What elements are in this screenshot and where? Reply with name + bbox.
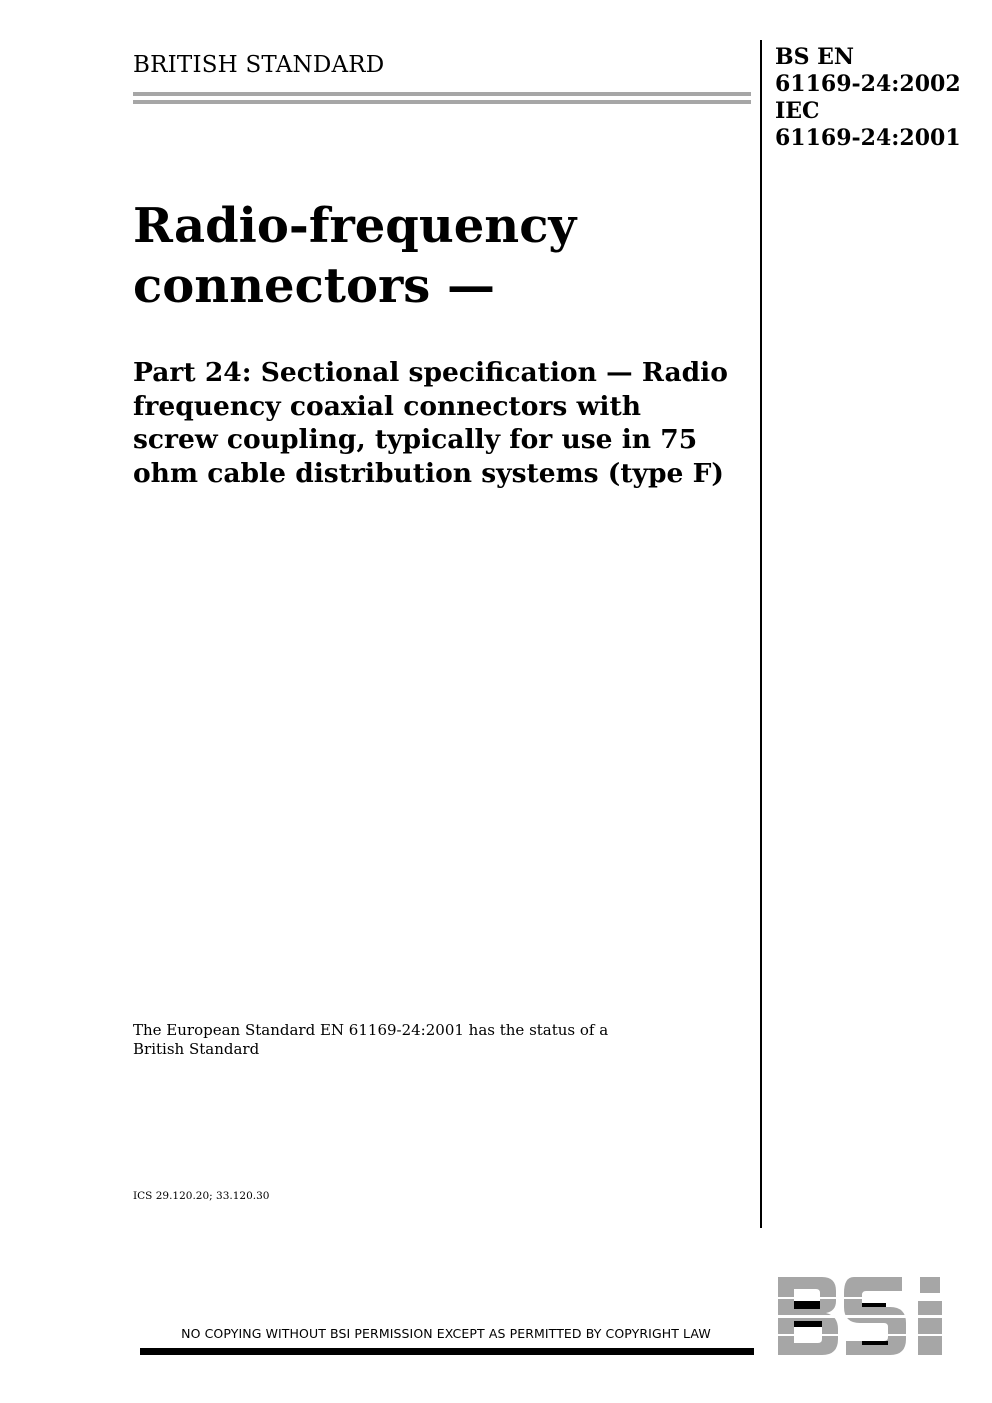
standard-type-label: BRITISH STANDARD (133, 52, 385, 78)
doc-id-line: 61169-24:2001 (775, 125, 961, 151)
document-identifiers (775, 44, 975, 152)
subtitle-line: screw coupling, typically for use in 75 (133, 424, 698, 455)
document-subtitle (133, 356, 758, 490)
status-statement (133, 1021, 733, 1059)
footer-rule (140, 1348, 754, 1355)
subtitle-line: frequency coaxial connectors with (133, 390, 641, 422)
header-rule-bottom (133, 100, 751, 104)
document-title (133, 196, 753, 316)
status-line: The European Standard EN 61169-24:2001 has the status of a (133, 1021, 609, 1039)
title-line: connectors — (133, 258, 496, 314)
bsi-logo (778, 1277, 956, 1355)
column-divider (760, 40, 762, 1228)
doc-id-line: BS EN (775, 44, 855, 70)
doc-id-line: 61169-24:2002 (775, 71, 961, 97)
status-line: British Standard (133, 1040, 260, 1058)
subtitle-line: ohm cable distribution systems (type F) (133, 457, 724, 489)
subtitle-line: Part 24: Sectional specification — Radio (133, 357, 728, 388)
header-rule-top (133, 92, 751, 96)
title-line: Radio-frequency (133, 198, 577, 254)
ics-code: ICS 29.120.20; 33.120.30 (133, 1190, 270, 1202)
copyright-notice: NO COPYING WITHOUT BSI PERMISSION EXCEPT AS PERMITTED BY COPYRIGHT LAW (181, 1326, 711, 1341)
doc-id-line: IEC (775, 98, 820, 124)
